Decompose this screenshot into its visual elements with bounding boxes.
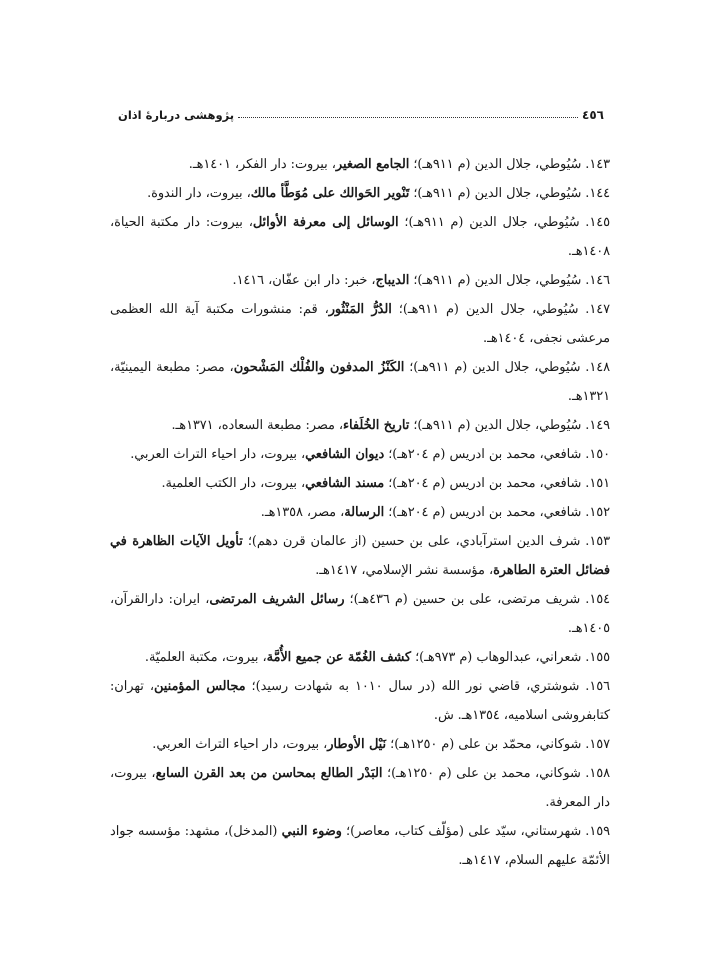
entry-number-separator: . [580, 534, 590, 549]
entry-title: رسائل الشريف المرتضى [209, 592, 345, 607]
entry-title: الرسالة [344, 505, 385, 520]
bibliography-entry [110, 759, 610, 817]
entry-title: الدُرُّ المَنْثُور [328, 302, 392, 317]
header-title: پژوهشی دربارهٔ اذان [118, 108, 235, 122]
entry-publication: (المدخل)، مشهد: مؤسسه جواد الأئمّة عليهم السلام، ١٤١٧هـ. [110, 824, 610, 868]
entry-publication: ، ايران: دارالقرآن، ١٤٠٥هـ. [110, 592, 610, 636]
entry-number: ١٥٧ [589, 737, 610, 752]
entry-title: الجامع الصغير [335, 157, 410, 172]
entry-number-separator: . [579, 215, 590, 230]
bibliography-entry [110, 295, 610, 353]
entry-publication: ، بيروت، دار احياء التراث العربي. [152, 737, 328, 752]
bibliography-entry [110, 527, 610, 585]
entry-number: ١٤٦ [589, 273, 610, 288]
entry-number: ١٤٣ [589, 157, 610, 172]
entry-title: كشف الغُمّة عن جميع الأُمَّة [266, 650, 411, 665]
bibliography-entry [110, 150, 610, 179]
entry-number: ١٥٩ [589, 824, 610, 839]
bibliography-entry [110, 585, 610, 643]
entry-number-separator: . [581, 737, 590, 752]
bibliography-entry [110, 411, 610, 440]
entry-number-separator: . [579, 679, 590, 694]
entry-number: ١٥٠ [589, 447, 610, 462]
entry-author: شوكاني، محمّد بن على (م ١٢٥٠هـ)؛ [386, 737, 582, 752]
entry-number: ١٥١ [589, 476, 610, 491]
entry-publication: ، مصر: مطبعة السعاده، ١٣٧١هـ. [171, 418, 344, 433]
entry-number: ١٤٩ [589, 418, 610, 433]
entry-number: ١٥٤ [589, 592, 610, 607]
entry-author: شافعي، محمد بن ادريس (م ٢٠٤هـ)؛ [384, 505, 582, 520]
bibliography-entry [110, 440, 610, 469]
entry-title: تَنْوير الحَوالك على مُوَطَّأ مالك [250, 186, 410, 201]
entry-author: شوكاني، محمد بن على (م ١٢٥٠هـ)؛ [382, 766, 581, 781]
entry-title: الكَنْزُ المدفون والفُلْك المَشْحون [233, 360, 405, 375]
bibliography-entry [110, 672, 610, 730]
entry-author: سُيُوطي، جلال الدين (م ٩١١هـ)؛ [409, 186, 582, 201]
entry-number: ١٤٤ [589, 186, 610, 201]
entry-number-separator: . [581, 447, 590, 462]
entry-author: شافعي، محمد بن ادريس (م ٢٠٤هـ)؛ [384, 476, 582, 491]
header-leader-dots [238, 117, 578, 118]
entry-number: ١٥٣ [589, 534, 610, 549]
entry-title: الوسائل إلى معرفة الأوائل [252, 215, 399, 230]
entry-author: شعراني، عبدالوهاب (م ٩٧٣هـ)؛ [411, 650, 582, 665]
entry-author: شوشتري، قاضي نور الله (در سال ١٠١٠ به شهادت رسيد)؛ [245, 679, 580, 694]
entry-number-separator: . [581, 650, 590, 665]
entry-number-separator: . [581, 824, 590, 839]
entry-title: مجالس المؤمنين [153, 679, 246, 694]
entry-number-separator: . [581, 157, 590, 172]
entry-author: سُيُوطي، جلال الدين (م ٩١١هـ)؛ [409, 157, 582, 172]
entry-publication: ، قم: منشورات مكتبة آية الله العظمى مرعشى نجفى، ١٤٠٤هـ. [110, 302, 610, 346]
entry-number-separator: . [580, 360, 590, 375]
entry-author: سُيُوطي، جلال الدين (م ٩١١هـ)؛ [391, 302, 579, 317]
bibliography-entry [110, 498, 610, 527]
entry-author: سُيُوطي، جلال الدين (م ٩١١هـ)؛ [404, 360, 581, 375]
entry-number: ١٤٥ [589, 215, 610, 230]
entry-number: ١٥٨ [589, 766, 610, 781]
entry-publication: ، مصر، ١٣٥٨هـ. [260, 505, 345, 520]
bibliography-entry [110, 208, 610, 266]
entry-publication: ، خبر: دار ابن عفّان، ١٤١٦. [232, 273, 376, 288]
entry-publication: ، بيروت: دار الفكر، ١٤٠١هـ. [188, 157, 336, 172]
bibliography-entry [110, 730, 610, 759]
entry-title: الديباج [375, 273, 410, 288]
bibliography-entry [110, 469, 610, 498]
entry-publication: ، مصر: مطبعة اليمينيّة، ١٣٢١هـ. [110, 360, 610, 404]
bibliography-list [110, 150, 610, 875]
bibliography-entry [110, 179, 610, 208]
entry-author: سُيُوطي، جلال الدين (م ٩١١هـ)؛ [409, 418, 582, 433]
entry-publication: ، بيروت، دار الندوة. [147, 186, 251, 201]
entry-author: شرف الدين استرآبادي، على بن حسين (از عالمان قرن دهم)؛ [242, 534, 581, 549]
bibliography-entry [110, 643, 610, 672]
entry-title: وضوء النبي [281, 824, 342, 839]
entry-title: نَيْل الأوطار [327, 737, 387, 752]
entry-number-separator: . [581, 186, 590, 201]
entry-title: تاريخ الخُلَفاء [343, 418, 410, 433]
bibliography-entry [110, 353, 610, 411]
entry-title: البَدْر الطالع بمحاسن من بعد القرن السابع [155, 766, 383, 781]
running-header [118, 98, 604, 122]
entry-publication: ، بيروت، دار احياء التراث العربي. [130, 447, 306, 462]
entry-publication: ، بيروت: دار مكتبة الحياة، ١٤٠٨هـ. [110, 215, 610, 259]
entry-author: شهرستاني، سيّد على (مؤلّف كتاب، معاصر)؛ [341, 824, 582, 839]
bibliography-entry [110, 266, 610, 295]
entry-number-separator: . [581, 418, 590, 433]
entry-title: ديوان الشافعي [305, 447, 385, 462]
entry-number-separator: . [581, 273, 590, 288]
page-number: ٤٥٦ [582, 108, 604, 122]
entry-publication: ، بيروت، مكتبة العلميّة. [144, 650, 267, 665]
entry-number: ١٤٨ [589, 360, 610, 375]
entry-title: تأويل الآيات الظاهرة في فضائل العترة الطاهرة [110, 534, 610, 578]
entry-publication: ، مؤسسة نشر الإسلامي، ١٤١٧هـ. [315, 563, 494, 578]
entry-publication: ، بيروت، دار الكتب العلمية. [161, 476, 306, 491]
bibliography-entry [110, 817, 610, 875]
entry-publication: ، تهران: كتابفروشى اسلاميه، ١٣٥٤هـ. ش. [110, 679, 610, 723]
entry-author: شريف مرتضى، على بن حسين (م ٤٣٦هـ)؛ [344, 592, 581, 607]
entry-title: مسند الشافعي [305, 476, 385, 491]
entry-number: ١٥٦ [589, 679, 610, 694]
entry-number: ١٥٥ [589, 650, 610, 665]
entry-author: سُيُوطي، جلال الدين (م ٩١١هـ)؛ [398, 215, 580, 230]
entry-number-separator: . [580, 592, 590, 607]
entry-number-separator: . [580, 766, 590, 781]
entry-number: ١٤٧ [589, 302, 611, 317]
entry-number-separator: . [581, 505, 590, 520]
entry-number-separator: . [581, 476, 590, 491]
entry-number-separator: . [578, 302, 590, 317]
entry-author: شافعي، محمد بن ادريس (م ٢٠٤هـ)؛ [384, 447, 582, 462]
entry-author: سُيُوطي، جلال الدين (م ٩١١هـ)؛ [409, 273, 582, 288]
entry-number: ١٥٢ [589, 505, 610, 520]
entry-publication: ، بيروت، دار المعرفة. [110, 766, 610, 810]
